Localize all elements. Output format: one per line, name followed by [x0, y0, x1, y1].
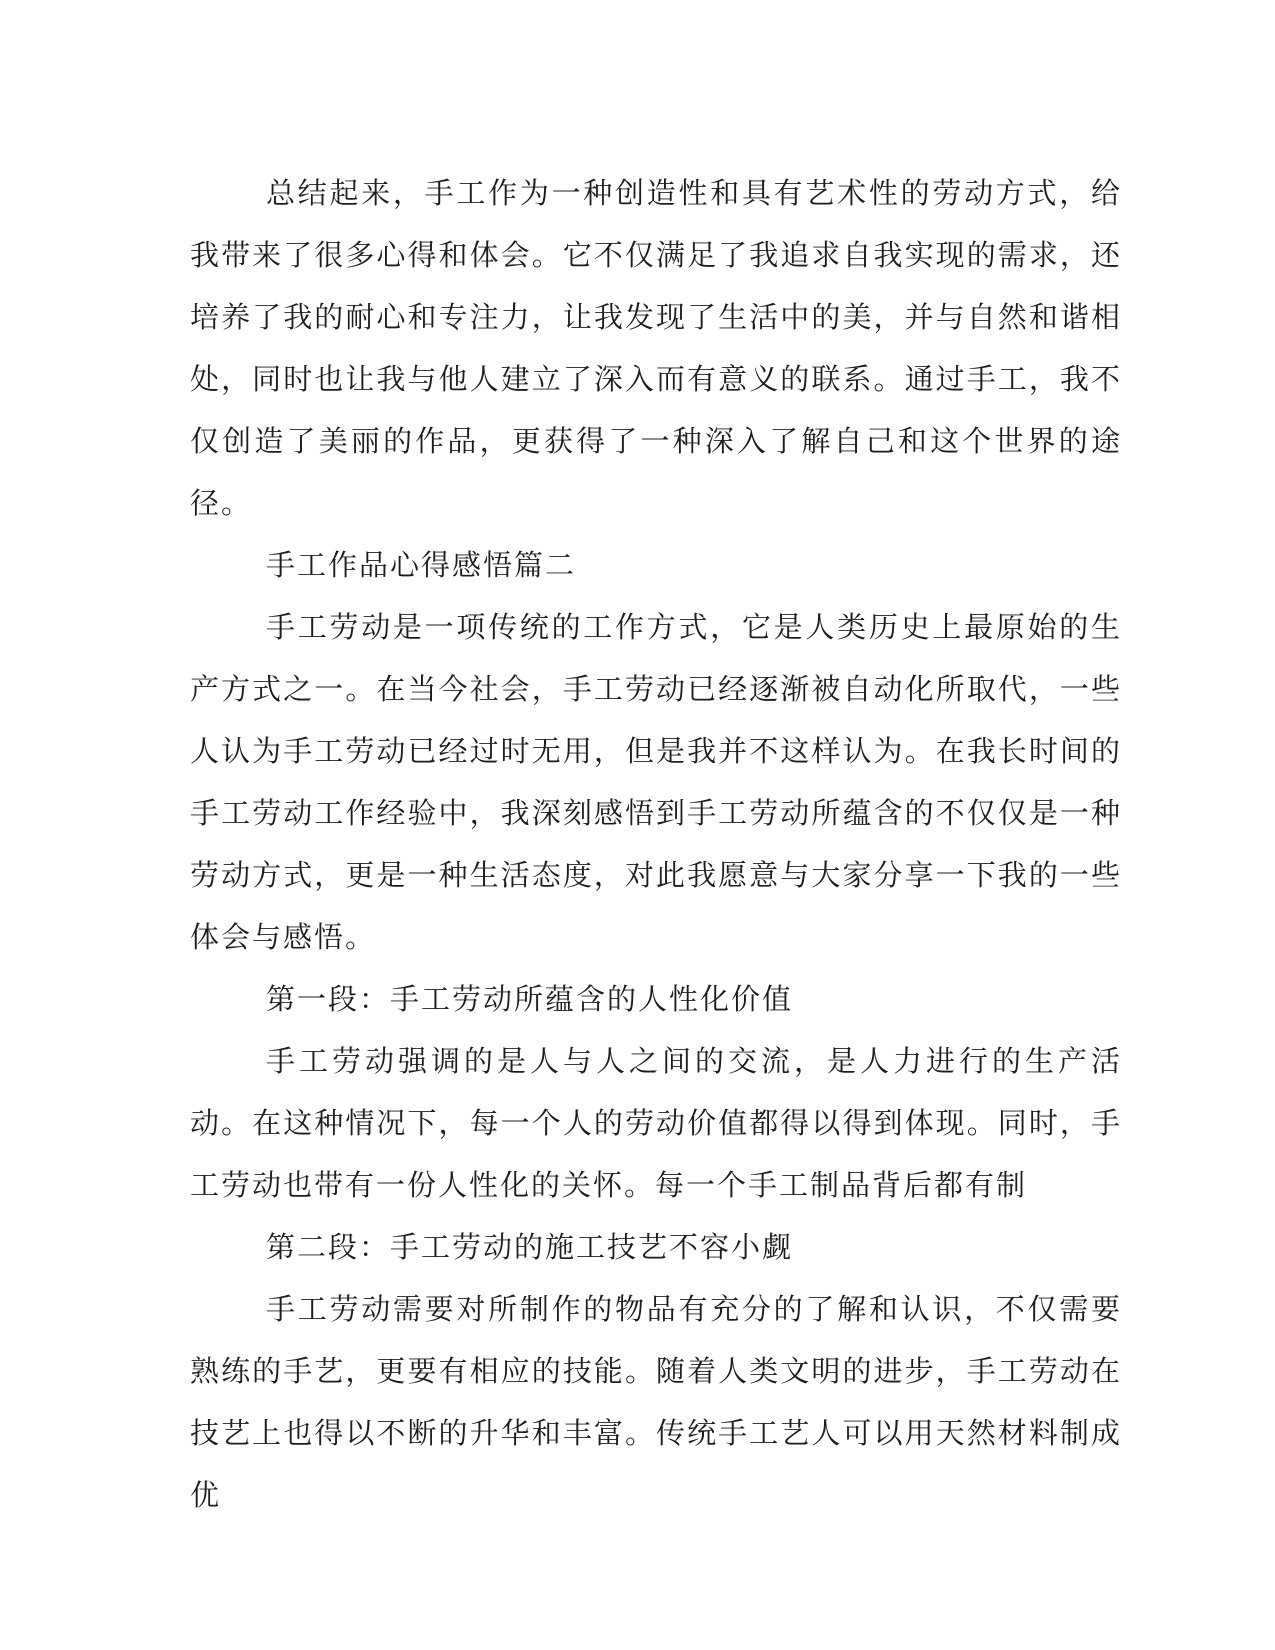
- paragraph-summary: 总结起来，手工作为一种创造性和具有艺术性的劳动方式，给我带来了很多心得和体会。它不仅满足了我追求自我实现的需求，还培养了我的耐心和专注力，让我发现了生活中的美，并与自然和谐相处，同时也让我与他人建立了深入而有意义的联系。通过手工，我不仅创造了美丽的作品，更获得了一种深入了解自己和这个世界的途径。: [190, 178, 1122, 520]
- paragraph-second-point: 手工劳动需要对所制作的物品有充分的了解和认识，不仅需要熟练的手艺，更要有相应的技能。随着人类文明的进步，手工劳动在技艺上也得以不断的升华和丰富。传统手工艺人可以用天然材料制成优: [190, 1294, 1122, 1512]
- paragraph-intro: 手工劳动是一项传统的工作方式，它是人类历史上最原始的生产方式之一。在当今社会，手工劳动已经逐渐被自动化所取代，一些人认为手工劳动已经过时无用，但是我并不这样认为。在我长时间的手工劳动工作经验中，我深刻感悟到手工劳动所蕴含的不仅仅是一种劳动方式，更是一种生活态度，对此我愿意与大家分享一下我的一些体会与感悟。: [190, 612, 1122, 954]
- paragraph-first-point: 手工劳动强调的是人与人之间的交流，是人力进行的生产活动。在这种情况下，每一个人的劳动价值都得以得到体现。同时，手工劳动也带有一份人性化的关怀。每一个手工制品背后都有制: [190, 1046, 1122, 1202]
- section-heading-first-point: 第一段：手工劳动所蕴含的人性化价值: [266, 984, 794, 1016]
- section-heading-part-two: 手工作品心得感悟篇二: [266, 550, 577, 582]
- section-heading-second-point: 第二段：手工劳动的施工技艺不容小觑: [266, 1232, 794, 1264]
